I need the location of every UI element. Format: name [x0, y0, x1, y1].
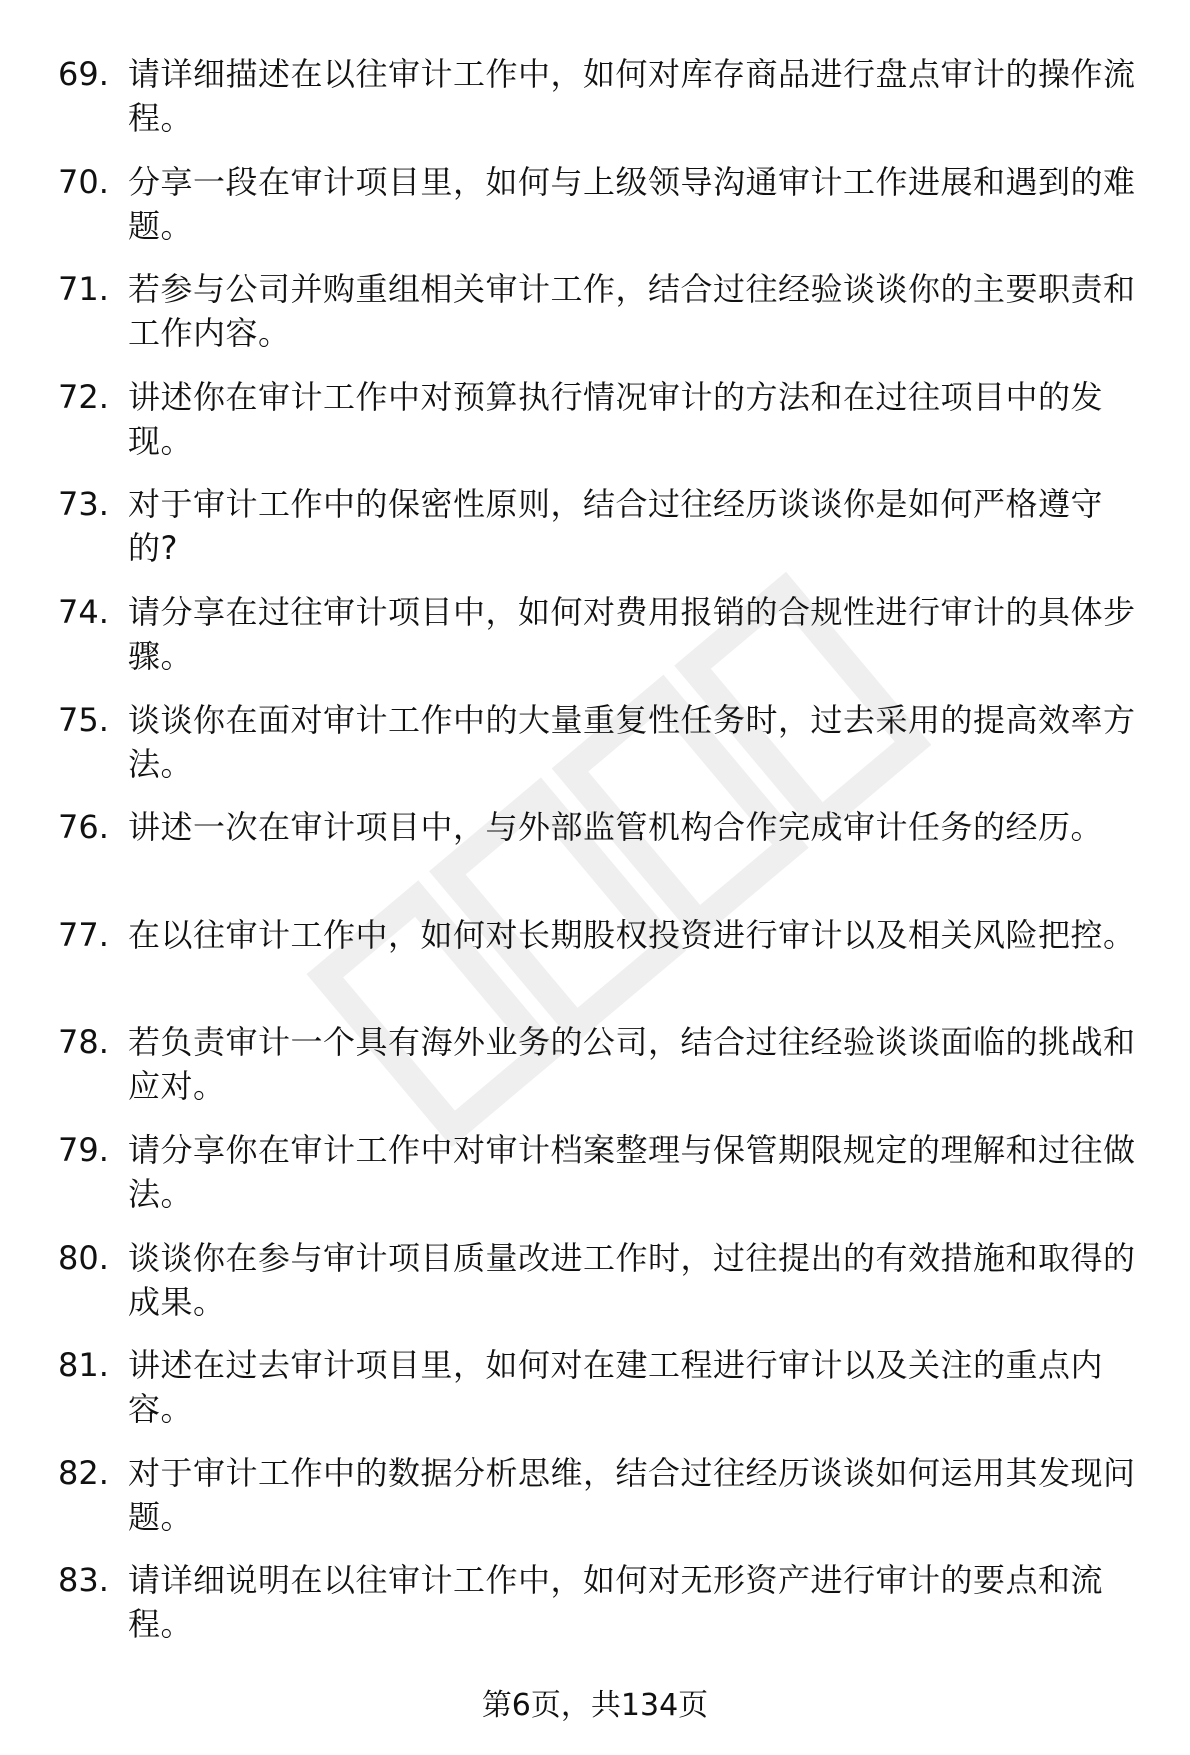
question-number: 69. [58, 55, 109, 93]
question-text: 谈谈你在面对审计工作中的大量重复性任务时，过去采用的提高效率方法。 [128, 700, 1136, 783]
question-text: 分享一段在审计项目里，如何与上级领导沟通审计工作进展和遇到的难题。 [128, 162, 1136, 245]
question-item [0, 1343, 1190, 1451]
question-text: 请详细描述在以往审计工作中，如何对库存商品进行盘点审计的操作流程。 [128, 55, 1136, 137]
question-text: 讲述你在审计工作中对预算执行情况审计的方法和在过往项目中的发现。 [128, 377, 1104, 460]
question-text: 请分享在过往审计项目中，如何对费用报销的合规性进行审计的具体步骤。 [128, 592, 1136, 675]
question-item [0, 1236, 1190, 1344]
page-number: 第6页，共134页 [481, 1688, 709, 1723]
question-item [0, 267, 1190, 375]
question-number: 77. [58, 915, 109, 954]
question-text: 请详细说明在以往审计工作中，如何对无形资产进行审计的要点和流程。 [128, 1561, 1104, 1644]
question-text: 对于审计工作中的数据分析思维，结合过往经历谈谈如何运用其发现问题。 [128, 1453, 1136, 1536]
question-item [0, 1558, 1190, 1666]
question-number: 79. [58, 1130, 109, 1169]
question-number: 71. [58, 270, 109, 309]
question-item [0, 160, 1190, 268]
question-number: 82. [58, 1453, 109, 1492]
question-text: 讲述一次在审计项目中，与外部监管机构合作完成审计任务的经历。 [128, 808, 1104, 847]
question-number: 73. [58, 485, 109, 524]
question-item [0, 1451, 1190, 1559]
question-text: 请分享你在审计工作中对审计档案整理与保管期限规定的理解和过往做法。 [128, 1130, 1136, 1213]
question-item [0, 1128, 1190, 1236]
question-number: 75. [58, 700, 109, 739]
question-item [0, 913, 1190, 1021]
question-text: 若负责审计一个具有海外业务的公司，结合过往经验谈谈面临的挑战和应对。 [128, 1023, 1136, 1106]
question-item [0, 1020, 1190, 1128]
question-number: 76. [58, 808, 109, 847]
question-text: 讲述在过去审计项目里，如何对在建工程进行审计以及关注的重点内容。 [128, 1346, 1104, 1429]
question-item [0, 482, 1190, 590]
question-text: 谈谈你在参与审计项目质量改进工作时，过往提出的有效措施和取得的成果。 [128, 1238, 1136, 1321]
question-item [0, 698, 1190, 806]
question-number: 80. [58, 1238, 109, 1277]
question-number: 72. [58, 377, 109, 416]
question-text: 对于审计工作中的保密性原则，结合过往经历谈谈你是如何严格遵守的? [128, 485, 1104, 568]
question-number: 81. [58, 1346, 109, 1385]
question-item [0, 52, 1190, 160]
question-number: 83. [58, 1561, 109, 1600]
question-list [0, 52, 1190, 1666]
question-number: 70. [58, 162, 109, 201]
question-number: 74. [58, 592, 109, 631]
question-text: 在以往审计工作中，如何对长期股权投资进行审计以及相关风险把控。 [128, 915, 1136, 954]
question-item [0, 805, 1190, 913]
question-item [0, 375, 1190, 483]
question-item [0, 590, 1190, 698]
question-number: 78. [58, 1023, 109, 1062]
question-text: 若参与公司并购重组相关审计工作，结合过往经验谈谈你的主要职责和工作内容。 [128, 270, 1136, 353]
